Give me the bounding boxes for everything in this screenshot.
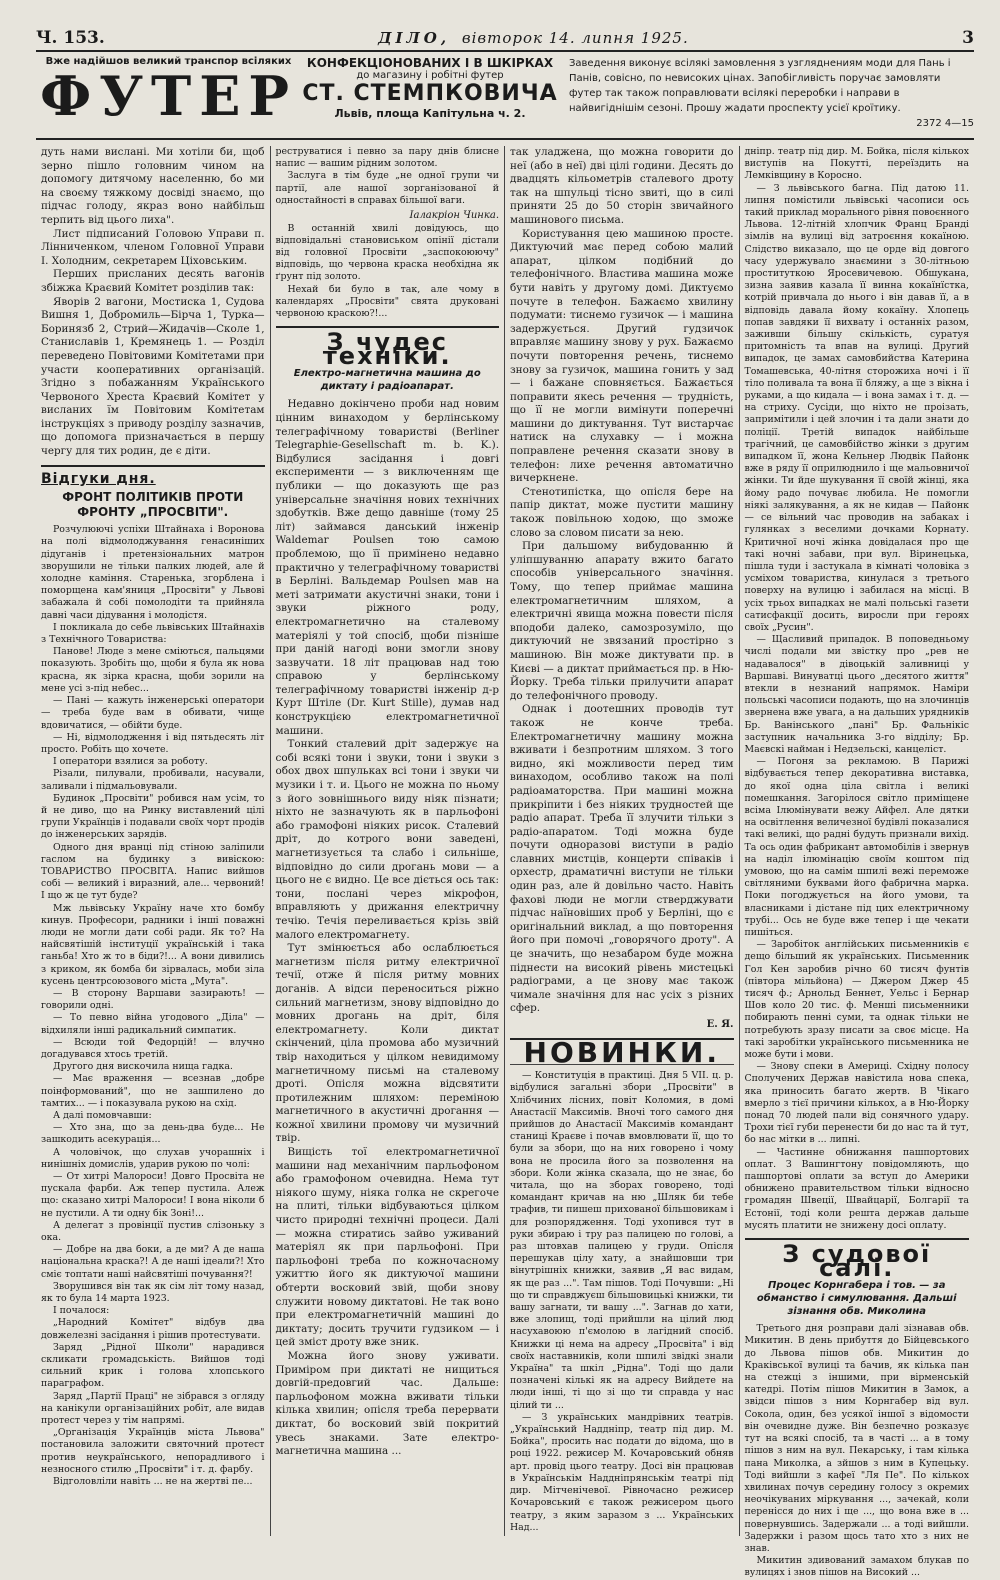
news-item: — Знову спеки в Америці. Східну полосу Сполучених Держав навістила нова спека, яка приносить багато жертв. В Чікаго вмерло з тієї причини кількох, а в Ню-Йорку понад 70 людей пали від сонячного удару. Трохи тієї губи перенести би до нас та й тут, бо нас мітки в ... липні. xyxy=(744,1061,969,1146)
paragraph: Будинок „Просвіти" робився нам усім, то й не диво, що на Ринку виставлений цілі групи Українців і подавали своїх чорт продів до інженерських зарядів. xyxy=(41,792,265,841)
paragraph: — Пані — кажуть інженерські оператори — треба буде вам в обивати, чище вдовичатися, — обійти буде. xyxy=(41,695,265,731)
ad-mid-line1: КОНФЕКЦІОНОВАНИХ І В ШКІРКАХ xyxy=(306,56,554,70)
news-item: — Конституція в практиці. Дня 5 VII. ц. р. відбулися загальні збори „Просвіти" в Хлібчиних лісних, повіт Коломия, в домі Анастасії Максимів. Вночі того самого дня прийшов до Анастасії Максимів командант станиці Краєве і почав вмовлювати її, що то були за збори, що на них говорено і чому вона не просила його за позволення на збори. Коли жінка сказала, що не знає, бо читала, що на зборах говорено, тоді командант кричав на ню „Шляк би тебе трафив, ти пишеш прихованої більшовикам і для розпорядження. Тоді ухопився тут в руки збираю і тру раз палицею по голові, а раз штовхав палицею у груди. Опісля перешукав цілу хату, а знайшовши три вінутрішніх книжки, заявив „Я вас видам, як ще раз ...". Там пішов. Тоді Почувши: „Ні що ти справджуєш більшовицькі книжки, ти вашу загнати, ти вашу ...". Загнав до хати, вже злопищ, тоді прийшли на цілий люд насухавоюю п'ємолою в лагідний спосіб. Книжки ці нема на адресу „Просвіта" і від своїх наставників, коли шпилі звідкі знали Україна" та шкіл „Рідна". Тоді що дали позначені кількі як на адресу Вийдете на люди інші, ті що зі що ти справда у нас цілий ти ... xyxy=(510,1070,734,1411)
paragraph: Тонкий сталевий дріт задержує на собі всякі тони і звуки, тони і звуки з обох двох шпульках всі тони і звуки чи музики і т. и. Цього не можна по ньому з його зовнішнього виду ніяк пізнати; ніхто не зазначують як в парльофоні або грамофоні ніяких рисок. Сталевий дріт, до котрого вони заведені, магнетизується та слабо і сильніше, відповідно до сили дрогань мови — а цього не є видно. Це все діється ось так: тони, послані через мікрофон, вправляють у дрижання електричну течію. Течія переливається крізь звій малого електромагнету. xyxy=(275,738,499,941)
paragraph: І покликала до себе львівських Штайнахів з Технічного Товариства: xyxy=(41,621,265,646)
news-item: — Щасливий припадок. В поповедньому числі подали ми звістку про „рев не надавалося" в дівоцькій заливниці у Варшаві. Винуватці цього „десятого життя" втекли в незнаний напрямок. Наміри польські часописи подають, що на злочинців звернена вже увага, а на дальших урядників Бр. Ванінського „пані" Бр. Фальнікіс заступник начальника 3-го відділу; Бр. Маєвскі найман і Недзельскі, канцеліст. xyxy=(744,634,969,755)
divider xyxy=(41,465,265,467)
paragraph: Вищість тої електромагнетичної машини над механічним парльофоном або грамофоном очевидна. Нема тут ніякого шуму, ніяка голка не скрегоче на плиті, тільки відбуваються цілком чисто природні технічні процеси. Далі — можна стиратись зайво уживаний матеріял як при парльофоні. При парльофоні треба по кожночасному ужиттю його як диктуючої машини обтерти восковий звій, щоби знову служити новому диктатові. Не так воно при електромагнетичній машині до диктату; досить тручити гудзиком — і цей зміст дроту вже зник. xyxy=(275,1146,499,1349)
masthead-center xyxy=(378,29,689,47)
paragraph: Перших присланих десять вагонів збіжжа Краєвий Комітет розділив так: xyxy=(41,268,265,294)
paragraph: — Ні, відмолодження і від пятьдесять літ просто. Робіть що хочете. xyxy=(41,731,265,755)
ad-right-text: Заведення виконує всілякі замовлення з узгляднениям моди для Пань і Панів, совісно, по невисоких цінах. Запобігливість поручає замовляти футер так також поправлювати всілякі переробки і направи в найвигіднішім сезоні. Прошу жадати проспекту усієї кроїтику. xyxy=(569,58,951,114)
paragraph: Одного дня вранці під стіною заліпили гаслом на будинку з вивіскою: ТОВАРИСТВО ПРОСВІТА. Напис вийшов собі — великий і виразний, але... червоний! І що ж це тут буде? xyxy=(41,841,265,902)
paragraph: Микитин здивований замахом блукав по вулицях і знов пішов на Високий ... xyxy=(744,1555,969,1579)
paragraph: — От хитрі Малороси! Довго Просвіта не пускала фарби. Аж тепер пустила. Алеж що: сказано хитрі Малороси! І вона ніколи б не пустили. А ти одну бік Зоні!... xyxy=(41,1171,265,1219)
paragraph: — То певно війна угодового „Діла" — відхиляли інші радикальний симпатик. xyxy=(41,1012,265,1036)
paragraph: І почалося: xyxy=(53,1305,110,1317)
issue-number: Ч. 153. xyxy=(36,28,105,48)
paragraph: Однак і доотешних проводів тут також не конче треба. Електромагнетичну машину можна вживати і безпротним шляхом. З того видно, які можливости перед тим винаходом, особливо також на полі радіоаматорства. При машині можна прикріпити і без ніяких трудностей ще радіо апарат. Треба її злучити тільки з радіо-апаратом. Тоді можна буде почути одноразові виступи в радіо славних мистців, концерти співаків і орхестр, драматичні виступи не тільки один раз, але й довільно часто. Навіть фахові люди не могли стверджувати підчас наїновіших проб у Берліні, що є оригінальний виклад, а що повторення його при помочі „говорячого дроту". А це значить, що незабаром буде можна піднести на високий рівень мистецькі радіограми, а це знову має також чимале значіння для нас усіх з різних сфер. xyxy=(510,703,734,1015)
article-subtitle: Процес Корнгабера і тов. — за обманство і симулювання. Дальші зізнання обв. Миколина xyxy=(756,1280,957,1318)
paragraph: Третього дня розправи далі зізнавав обв. Микитин. В день прибуття до Бійцевського до Львова пішов обв. Микитин до Краківської вулиці та бачив, як кілька пан на стежці з іншими, при вірменській катедрі. Потім пішов Микитин в Замок, а звідси пішов з ним Корнгабер від вул. Сокола, один, без усякої іншої з відомости він очевидне дуже. Він безпечно розказує тут на всякі спосіб, та в часті ... а в тому пішов з ним на вул. Пекарську, і там кілька пана Миколка, а зйшов з ним в Купецьку. Тоді вийшли з кафеї "Ля Пе". По кількох хвилинах почув середину голосу з окремих неочікуваних міркування ..., зачекай, коли перенісся до них і ще ..., що вона вже в ... повернувшись. Задержали ... а тоді вийшли. Задержки і разом щось тато хто з них не знав. xyxy=(744,1323,969,1554)
paragraph: В останній хвилі довідуюсь, що відповідальні становиськом опінії дістали від головної Просвіти „заспокоюючу" відповідь, що червона краска необхідна як ґрунт під золото. xyxy=(275,222,499,283)
paragraph: — Хто зна, що за день-два буде... Не зашкодить асекурація... xyxy=(41,1122,265,1146)
paragraph: „Народний Комітет" відбув два довжелезні засідання і рішив протестувати. xyxy=(41,1317,265,1341)
ad-left-block xyxy=(36,52,301,138)
ad-mid-line3: СТ. СТЕМПКОВИЧА xyxy=(302,81,558,106)
section-heading-court: З судової салі. xyxy=(782,1240,932,1282)
column-4 xyxy=(740,146,974,1579)
paragraph: Можна його знову уживати. Приміром при диктаті не нищиться довгій-предовгий час. Дальше: парльофоном можна вживати тільки кілька хвилин; опісля треба перервати диктат, бо восковий звій покритий увесь знаками. Зате електро-магнетична машина ... xyxy=(275,1349,499,1458)
paragraph: Заряд „Партії Праці" не зібрався з огляду на канікули організаційних робіт, але видав протест через у тім напрямі. xyxy=(41,1390,265,1427)
paragraph: Другого дня вискочила нища гадка. xyxy=(53,1061,233,1073)
column-2 xyxy=(271,146,506,1536)
paragraph: Панове! Люде з мене сміються, пальцями показують. Зробіть що, щоби я була як нова красна, як зірка красна, щоби зорили на мене усі з-під небес... xyxy=(41,646,265,694)
paragraph: Нехай би було в так, але чому в календарях „Просвіти" свята друковані червоною краскою?!... xyxy=(275,283,499,320)
ad-mid-line4: Львів, площа Капітульна ч. 2. xyxy=(334,107,526,120)
ad-middle-block xyxy=(301,52,559,138)
column-1 xyxy=(36,146,271,1536)
paragraph: дуть нами вислані. Ми хотіли би, щоб зерно пішло головним чином на допомогу дитячому населенню, бо ми на своєму тяжкому досвіді знаємо, що підчас голоду, якраз воно найбільш терпить від цього лиха". xyxy=(41,146,265,226)
paragraph: Користування цею машиною просте. Диктуючий має перед собою малий апарат, цілком подібний до телефонічного. Властива машина може бути навіть у другому домі. Диктуємо почуте в телефон. Бажаємо хвилину подумати: тиснемо гузичок — і машина задержується. Другий гудзичок вправляє машину знову у рух. Бажаємо почути повторення речень, тиснемо знову за гузичок, машина гонить у зад — і бажане сповняється. Бажається поправити якесь речення — трудність, що її не могли вимінути поперечні машини до диктування. Тут вистарчає натиск на слухавку — і можна поправлене речення сказати знову в телефон: лихе речення автоматично вичеркнене. xyxy=(510,227,734,485)
paragraph: А чоловічок, що слухав учорашніх і нинішніх домислів, ударив рукою по чолі: xyxy=(41,1146,265,1170)
paragraph: При дальшому вибудованню й уліпшуванню апарату вжито багато способів універсального значіння. Тому, що тепер приймає машина електромагнетичним шляхом, а електричні явища можна повести після вподоби далеко, самозрозуміло, що диктуючий не звязаний простірно з машиною. Він може диктувати пр. в Києві — а диктат приймається пр. в Ню-Йорку. Треба тільки прилучити апарат до телефонічного проводу. xyxy=(510,540,734,702)
issue-date: вівторок 14. липня 1925. xyxy=(461,29,689,47)
paragraph: — В сторону Варшави зазирають! — говорили одні. xyxy=(41,987,265,1012)
paragraph: — Має враження — всезнав „добре поінформований", що не зашпилено до тамтих... — і показувала рукою на схід. xyxy=(41,1073,265,1109)
paragraph: Різали, пилували, пробивали, насували, заливали і підмальовували. xyxy=(41,768,265,792)
paragraph: І оператори взялися за роботу. xyxy=(53,756,208,768)
paragraph: Яворів 2 вагони, Мостиска 1, Судова Вишня 1, Добромиль—Бірча 1, Турка—Боринязб 2, Стрий—Жидачів—Сколе 1, Станиславів 1, Кремянець 1. — Розділ переведено Повітовими Комітетами при участи кооперативних організацій. Згідно з побажанням Українського Червоного Хреста Краєвий Комітет у висланих їм Повітовим Комітетам інструкціях з приводу розділу зазначив, що допомога призначається в першу чергу для тих родин, де є діти. xyxy=(41,295,265,458)
ad-right-block xyxy=(559,52,974,138)
section-heading: Відгуки дня. xyxy=(41,470,156,487)
news-item: — Частинне обнижання пашпортових оплат. З Вашингтону повідомляють, що пашпортові оплати за вступ до Америки обнижено правительством тільки відносно громадян Швеції, Швайцарії, Болгарії та Естонії, тоді коли решта держав дальше мусять платити не знижену досі оплату. xyxy=(744,1146,969,1231)
paragraph: „Організація Українців міста Львова" постановила заложити святочний протест против неукраїнського, непорадливого і незносного стилю „Просвіти" і т. д. фарбу. xyxy=(41,1427,265,1475)
article-subtitle: Електро-магнетична машина до диктату і радіоапарат. xyxy=(293,368,481,393)
news-item: — З львівського багна. Під датою 11. липня помістили львівські часописи ось такий приклад морального рівня повоєнного Львова. 12-літній хлопчик Франц Бранді зімлів на вулиці від затроєння кокаїною. Слідство виказало, що це орде від довгого часу удержувало знаємини з 30-літньою проституткою Яросевичевою. Обшукана, зизна заявив казала її винна кокаїнїстка, котрій привчала до нього і він давав її, а в відповідь давала йому кокаїну. Хлопець попав завдяки її вихвату і останніх разом, заживши більшу скількість, суратуя притомність та впав на вулиці. Другий випадок, це замах самовбийства Катерина Томашевська, 40-літня сторожиха ночі і її тіло поливала та вона її бляжу, а ще з вікна і руками, а що кидала — і вона замах і т. д. — на стриху. Сусіди, що ніхто не проізать, запримітили і цей злочин і та дали знати до поліції. Третій випадок найбільше трагічний, це самовбійство жінки з другим випадком її, жона Кельнер Людвік Пайонк вже в ряду її оприлюднило і ще мальовничої жінки. Ти йде шукування її своїй жінці, яка йому радо почуває любила. Не помогли ніякі залякування, а як не кидав — Пайонк — се вільний час проводив на забаках і гулянках з веселими дочками Корнату. Критичної ночі жінка довідалася про ще такі ночні забави, при вул. Віринецька, пішла туди і застукала в кімнаті чоловіка з усміхом товариства, кинулася з третього поверху на вулицю і забилася на місці. В усіх трьох випадках не малі польські газети сатисфакції досить, виросли при героях своїх „Русин". xyxy=(744,182,969,633)
news-item: — З українських мандрівних театрів. „Український Наддніпр, театр під дир. М. Бойка", просить нас подати до відома, що в році 1922. режисер М. Кочаровський обняв арт. провід цього театру. Досі він працював в Українськім Наддніпрянськім театрі під дир. Мітченічевої. Рівночасно режисер Кочаровський є також режисером цього театру, з яким заразом з ... Українських Над... xyxy=(510,1411,734,1533)
fur-advertisement xyxy=(36,52,974,140)
paragraph: Зворушився він так як сім літ тому назад, як то була 14 марта 1923. xyxy=(41,1280,265,1305)
paragraph: Недавно докінчено проби над новим цінним винаходом у берлінському телеграфічному товаристві (Berliner Telegraphie-Gesellschaft m. b. K.). Відбулися засідання і довгі експерименти — з виключенням ще публики — що доказують ще раз універсальне значіння нових технічних здобутків. Вже дещо давніше (тому 25 літ) займався данський інженір Waldemar Poulsen тою самою проблемою, що її примінено недавно практично у телеграфічному товаристві в Берліні. Вальдемар Poulsen мав на меті затримати акустичні знаки, тони і звуки ріжного роду, електромагнетично на сталевому матеріялі у той спосіб, щоби пізніше при данiй нагоді вони змогли знову зазвучати. 18 літ працював над тою справою у берлінському телеграфічному товаристві інженір д-р Курт Штіле (Dr. Kurt Stille), думав над конструкцією електромагнетичної машини. xyxy=(275,398,499,737)
newspaper-name: ДІЛО, xyxy=(378,29,451,47)
article-title: З чудес техніки. xyxy=(322,328,452,370)
news-item: — Погоня за рекламою. В Парижі відбувається тепер декоративна виставка, до якої одна ціла світла і великі помешкання. Загорілося світло приміщене всіма Ілюмінувати вежу Айфел. Але дятки на освітлення величезної будівлі показалися такі великі, що радні будуть признали вихід. Та ось один фабрикант автомобілів і звернув на наділ ілюмінацію своїм коштом під умовою, що на самім шпилі вежі переможе світляними буквами його фабрична марка. Поки погоджується на його умови, та власниками і дістане під цих електричному трубі... Ось не буде вже тепер і ще чекати пишіться. xyxy=(744,756,969,938)
paragraph: Заслуга в тім буде „не одної групи чи партії, але нашої зорганізованої й одностайності в справах більшої ваги. xyxy=(275,170,499,206)
column-3 xyxy=(505,146,740,1536)
news-item: дніпр. театр під дир. М. Бойка, після кількох виступів на Покутті, переїздить на Лемківщину в Коросно. xyxy=(744,146,969,182)
paragraph: Заряд „Рідної Школи" нарадився скликати громадськість. Вийшов тоді сильний крик і голова хлопського параграфом. xyxy=(41,1341,265,1390)
article-signature: Іалакріон Чинка. xyxy=(409,210,499,222)
paragraph: А далі помовчавши: xyxy=(53,1110,152,1121)
ad-phone: 2372 4—15 xyxy=(916,118,974,129)
paragraph: Мж львівську Україну наче хто бомбу кинув. Професори, радники і інші поважні люди не могли дати собі ради. Як то? На найсвятішій інституції українській і така ганьба! Хто ж то в біди?!... А вони дивились з криком, як бомба би зірвалась, моби зіла кусень центрсоюзового міста „Мута". xyxy=(41,902,265,987)
paragraph: Тут змінюється або ослаблюється магнетизм після ритму електричної течії, отже й після ритму мовних доганів. А відси переноситься ріжно сильний магнетизм, знову відповідно до мовних дрогань на дріт, біля електромагнету. Коли диктат скінчений, ціла промова або музичний твір находиться у цілком невидимому магнетичному письмі на сталевому дроті. Опісля можна відсвятити протилежним шляхом: переміною магнетичного в акустичні дрогання — кожної хвилини промову чи музичний твір. xyxy=(275,942,499,1145)
ad-mid-line2: до магазину і робітні футер xyxy=(356,70,504,81)
section-heading-news: НОВИНКИ. xyxy=(523,1035,720,1069)
article-signature: Е. Я. xyxy=(706,1019,734,1030)
ad-left-small: Вже надійшов великий транспор всіляких xyxy=(45,56,292,67)
paragraph: Розчулюючі успіхи Штайнаха і Воронова на полі відмолоджування генасиніших дідуганів і претензіональних матрон зворушили не тільки палких людей, але й холодне каміння. Старенька, згорблена і поморщена кам'яниця „Просвіти" у Львові забажала й собі помолодіти та прийняла давні часи дідування і молодістя. xyxy=(41,524,265,621)
paragraph: так уладжена, що можна говорити до неї (або в неї) дві цілі години. Десять до двадцять кільометрів сталевого дроту так на шпульці тісно звиті, що в силі приняти 25 до 50 сторін звичайного машинового письма. xyxy=(510,146,734,226)
ad-left-big: ФУТЕР xyxy=(39,64,297,128)
paragraph: Лист підписаний Головою Управи п. Лінниченком, членом Головної Управи І. Холодним, секретарем Ціховським. xyxy=(41,227,265,267)
paragraph: Відголовліли навіть ... не на жертві пе... xyxy=(53,1476,253,1488)
article-columns xyxy=(36,146,974,1579)
paragraph: Стенотипістка, що опісля бере на папір диктат, може пустити машину також повільною ходою, що зможе слово за словом писати за нею. xyxy=(510,485,734,539)
news-item: — Заробіток англійських письменників є дещо більший як українських. Письменник Гол Кен заробив річно 60 тисяч фунтів (півтора мільйона) — Джером Джер 45 тисяч ф.; Арнольд Беннет, Уельс і Бернар Шов коло 20 тис. ф. Менші письменники побирають пенні суми, та однак тільки не потребують зразу писати за своє місце. На такі заробітки українського письменника не може бути і мови. xyxy=(744,939,969,1061)
masthead xyxy=(36,28,974,52)
article-title: ФРОНТ ПОЛІТИКІВ ПРОТИ ФРОНТУ „ПРОСВІТИ". xyxy=(62,490,244,520)
paragraph: А делегат з провінції пустив слізоньку з ока. xyxy=(41,1219,265,1244)
paragraph: — Всюди той Федорцій! — влучно догадувався хтось третій. xyxy=(41,1036,265,1060)
paragraph: — Добре на два боки, а де ми? А де наша національна краска?! А де наші ідеали?! Хто сміє топтати наші найсвятіші почування?! xyxy=(41,1244,265,1280)
paragraph: реструватися і певно за пару днів блисне напис — вашим рідним золотом. xyxy=(275,146,499,170)
page-number: 3 xyxy=(962,28,974,48)
